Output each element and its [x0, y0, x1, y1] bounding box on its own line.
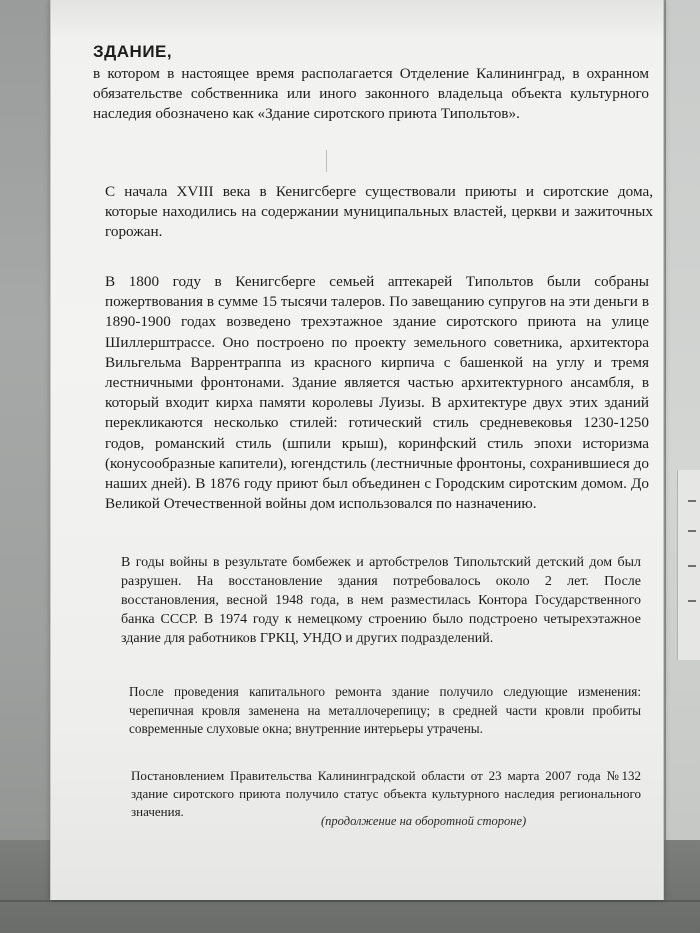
paragraph-war-years: В годы войны в результате бомбежек и артобстрелов Типольтский детский дом был разрушен. На восстановление здания потребовалось около 2 лет. После восстановления, весной 1948 года, в нем разместилась Контора Государственного банка СССР. В 1974 году к немецкому строению было подстроено четырехэтажное здание для работников ГРКЦ, УНДО и других подразделений. — [121, 555, 641, 646]
card-text-mark — [688, 530, 696, 532]
paragraph-renovation: После проведения капитального ремонта здание получило следующие изменения: черепичная кровля заменена на металлочерепицу; в средней части кровли пробиты современные слуховые окна; внутренние интерьеры утрачены. — [129, 684, 641, 736]
sheet-heading: ЗДАНИЕ, — [93, 42, 173, 61]
card-text-mark — [688, 565, 696, 567]
paragraph-construction: В 1800 году в Кенигсберге семьей аптекарей Типольтов были собраны пожертвования в сумме 15 тысячи талеров. По завещанию супругов на эти деньги в 1890-1900 годах возведено трехэтажное здание сиротского приюта на улице Шиллерштрассе. Оно построено по проекту земельного советника, архитектора Вильгельма Варрентраппа из красного кирпича с башенкой на углу и тремя лестничными фронтонами. Здание является частью архитектурного ансамбля, в который входит кирха памяти королевы Луизы. В архитектуре двух этих зданий перекликаются несколько стилей: готический стиль средневековья 1230-1250 годов, романский стиль (шпили крыш), коринфский стиль эпохи историзма (конусообразные капители), югендстиль (лестничные фронтоны, сохранившиеся до наших дней). В 1876 году приют был объединен с Городским сиротским домом. До Великой Отечественной войны дом использовался по назначению. — [105, 273, 649, 513]
paragraph-heritage-status: Постановлением Правительства Калининградской области от 23 марта 2007 года №132 здание сиротского приюта получило статус объекта культурного наследия регионального значения. — [131, 768, 641, 819]
sheet-shadow — [51, 0, 663, 40]
background-wall — [665, 0, 700, 933]
card-text-mark — [688, 500, 696, 502]
stand-edge — [0, 900, 700, 902]
background-exhibit-card — [677, 470, 700, 660]
card-text-mark — [688, 600, 696, 602]
paragraph-orphanages-history: С начала XVIII века в Кенигсберге существовали приюты и сиротские дома, которые находились на содержании муниципальных властей, церкви и зажиточных горожан. — [105, 183, 653, 241]
paragraph-building-intro: в котором в настоящее время располагается Отделение Калининград, в охранном обязательстве собственника или иного законного владельца объекта культурного наследия обозначено как «Здание сиротского приюта Типольтов». — [93, 65, 649, 123]
continuation-note: (продолжение на оборотной стороне) — [321, 814, 527, 828]
info-sheet — [50, 0, 664, 900]
sheet-fold-mark — [326, 150, 327, 172]
